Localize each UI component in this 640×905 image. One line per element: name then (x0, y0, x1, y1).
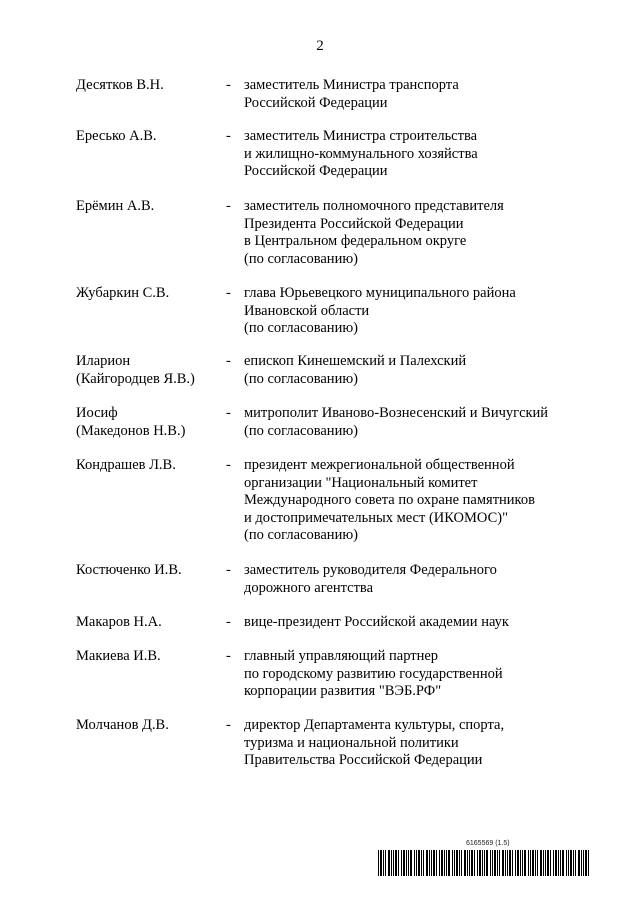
member-name (76, 648, 226, 666)
member-name-line: Десятков В.Н. (76, 77, 164, 93)
member-role (244, 128, 624, 181)
member-name-line: Макаров Н.А. (76, 614, 162, 630)
member-role (244, 353, 624, 388)
member-name (76, 562, 226, 580)
member-name-line: Иосиф (76, 405, 118, 421)
member-role-line: директор Департамента культуры, спорта, (244, 717, 505, 733)
member-role-line: заместитель руководителя Федерального (244, 562, 497, 578)
member-role (244, 717, 624, 770)
member-name (76, 717, 226, 735)
member-role-line: корпорации развития "ВЭБ.РФ" (244, 683, 442, 699)
member-role-line: Ивановской области (244, 302, 370, 319)
separator-dash: - (226, 717, 231, 733)
member-role-line: Российской Федерации (244, 163, 388, 179)
member-role-line: заместитель Министра строительства (244, 128, 478, 144)
member-name-line: Молчанов Д.В. (76, 717, 169, 733)
document-code: 6165569 (1.5) (466, 840, 510, 847)
page-number: 2 (316, 38, 324, 54)
member-role-line: заместитель полномочного представителя (244, 198, 504, 214)
member-role-line: (по согласованию) (244, 250, 358, 267)
member-role (244, 405, 624, 440)
member-name-line: Костюченко И.В. (76, 562, 182, 578)
member-name (76, 128, 226, 146)
member-role (244, 285, 624, 338)
member-name (76, 285, 226, 303)
separator-dash: - (226, 285, 231, 301)
member-role-line: епископ Кинешемский и Палехский (244, 353, 467, 369)
member-role-line: дорожного агентства (244, 579, 374, 596)
member-role-line: в Центральном федеральном округе (244, 233, 467, 249)
member-role-line: вице-президент Российской академии наук (244, 614, 509, 630)
member-role (244, 77, 624, 112)
member-role-line: митрополит Иваново-Вознесенский и Вичугский (244, 405, 549, 421)
member-role (244, 457, 624, 545)
separator-dash: - (226, 614, 231, 630)
separator-dash: - (226, 77, 231, 93)
member-role (244, 562, 624, 597)
member-role-line: организации "Национальный комитет (244, 474, 478, 491)
member-name-line: Ересько А.В. (76, 128, 157, 144)
member-role-line: Президента Российской Федерации (244, 215, 464, 232)
member-role (244, 648, 624, 701)
member-name-line: (Кайгородцев Я.В.) (76, 370, 195, 387)
member-name-line: Кондрашев Л.В. (76, 457, 176, 473)
member-role-line: и жилищно-коммунального хозяйства (244, 145, 478, 162)
member-role-line: заместитель Министра транспорта (244, 77, 459, 93)
separator-dash: - (226, 562, 231, 578)
member-role-line: Российской Федерации (244, 94, 388, 111)
separator-dash: - (226, 405, 231, 421)
member-role-line: (по согласованию) (244, 320, 358, 336)
barcode (378, 850, 590, 876)
member-role-line: Правительства Российской Федерации (244, 752, 483, 768)
member-role-line: и достопримечательных мест (ИКОМОС)" (244, 509, 508, 526)
member-role-line: Международного совета по охране памятников (244, 492, 535, 508)
member-name-line: Ерёмин А.В. (76, 198, 155, 214)
member-role-line: (по согласованию) (244, 370, 358, 387)
member-role-line: туризма и национальной политики (244, 734, 459, 751)
member-role-line: (по согласованию) (244, 422, 358, 439)
member-role-line: по городскому развитию государственной (244, 665, 503, 682)
member-name-line: Жубаркин С.В. (76, 285, 170, 301)
member-name-line: (Македонов Н.В.) (76, 422, 186, 439)
member-name (76, 198, 226, 216)
member-role-line: (по согласованию) (244, 527, 358, 543)
separator-dash: - (226, 198, 231, 214)
member-role-line: главный управляющий партнер (244, 648, 439, 664)
member-name (76, 457, 226, 475)
member-role (244, 614, 624, 632)
separator-dash: - (226, 457, 231, 473)
member-name (76, 405, 226, 440)
member-name (76, 77, 226, 95)
separator-dash: - (226, 128, 231, 144)
separator-dash: - (226, 353, 231, 369)
member-name-line: Иларион (76, 353, 131, 369)
separator-dash: - (226, 648, 231, 664)
member-role-line: президент межрегиональной общественной (244, 457, 515, 473)
member-name (76, 614, 226, 632)
member-name-line: Макиева И.В. (76, 648, 161, 664)
member-name (76, 353, 226, 388)
member-role (244, 198, 624, 268)
member-role-line: глава Юрьевецкого муниципального района (244, 285, 516, 301)
